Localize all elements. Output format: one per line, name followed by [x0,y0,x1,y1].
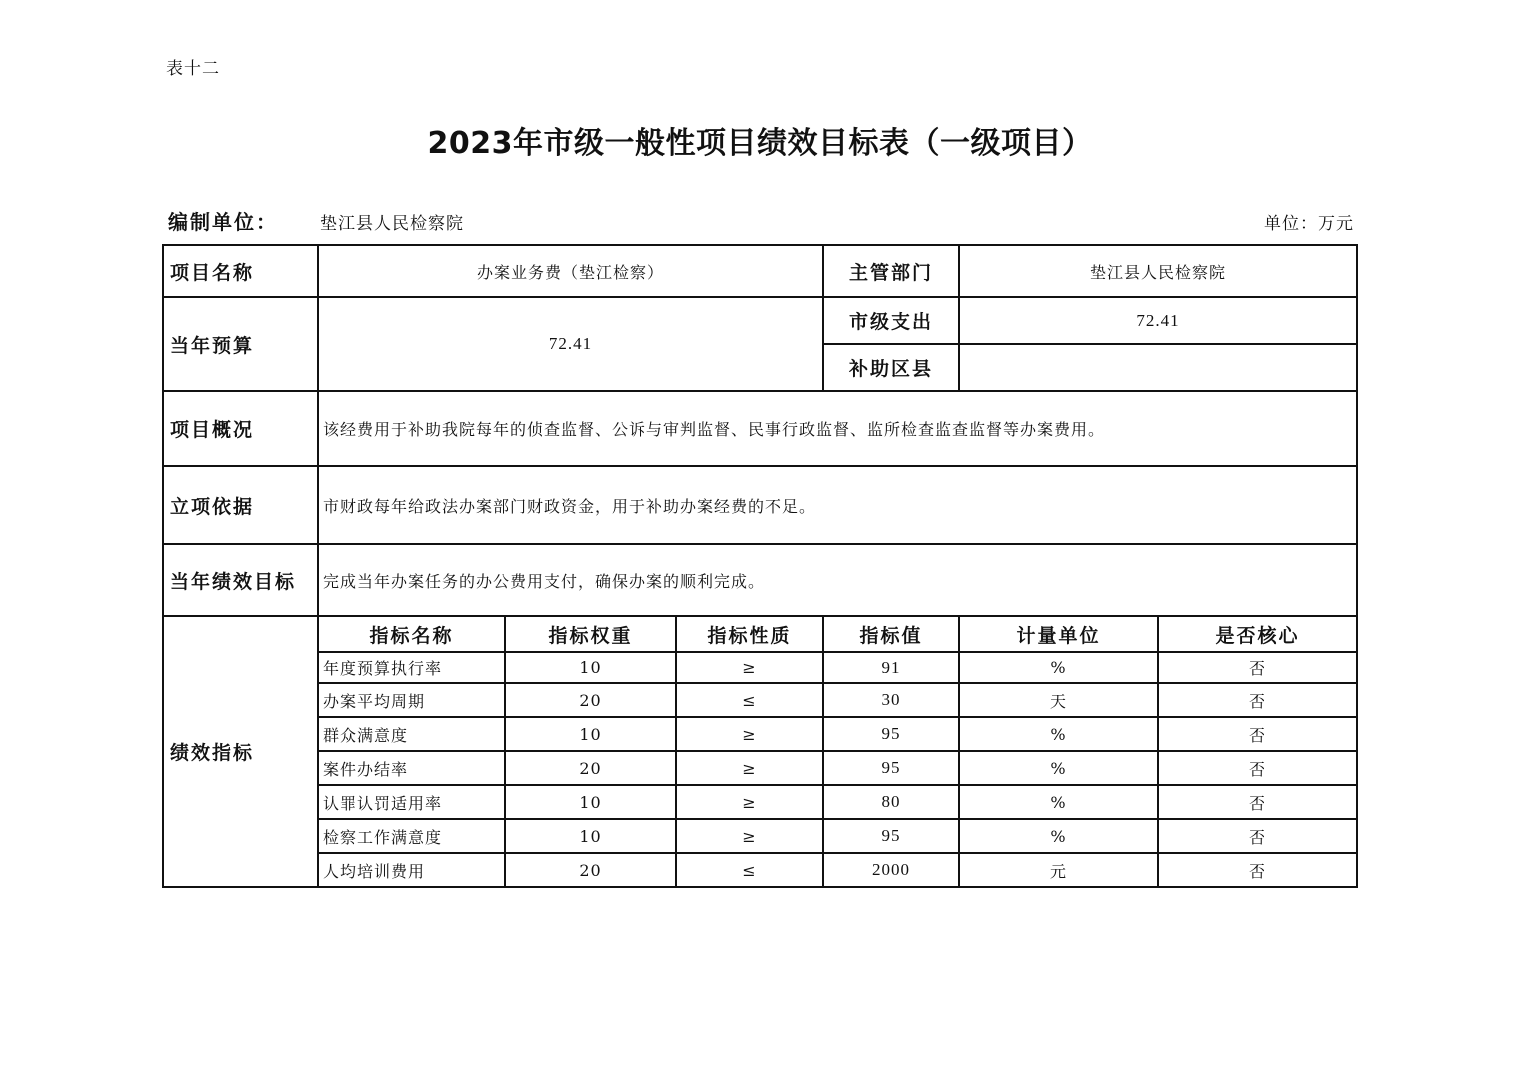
indicator-unit: % [959,751,1158,785]
goal-row [163,544,1357,616]
basis-value: 市财政每年给政法办案部门财政资金，用于补助办案经费的不足。 [318,466,1357,544]
document-title: 2023年市级一般性项目绩效目标表（一级项目） [427,126,1093,161]
indicator-core: 否 [1158,683,1357,717]
indicator-core: 否 [1158,652,1357,683]
indicator-name: 认罪认罚适用率 [318,785,505,819]
indicator-name: 群众满意度 [318,717,505,751]
indicator-unit: 天 [959,683,1158,717]
indicator-nature: ≥ [676,819,823,853]
indicator-value: 80 [823,785,959,819]
indicator-header-row [163,616,1357,652]
indicator-weight: 20 [505,683,676,717]
budget-row [163,297,1357,344]
indicator-value: 30 [823,683,959,717]
indicator-weight: 10 [505,717,676,751]
indicator-name: 年度预算执行率 [318,652,505,683]
indicator-name: 人均培训费用 [318,853,505,887]
column-header: 指标权重 [505,616,676,652]
table-row [163,785,1357,819]
indicator-nature: ≤ [676,853,823,887]
indicator-core: 否 [1158,853,1357,887]
indicator-nature: ≥ [676,751,823,785]
column-header: 计量单位 [959,616,1158,652]
city-spend-label: 市级支出 [823,297,959,344]
indicator-weight: 20 [505,853,676,887]
basis-label: 立项依据 [163,466,318,544]
table-label: 表十二 [166,59,220,79]
overview-label: 项目概况 [163,391,318,466]
indicator-unit: % [959,819,1158,853]
column-header: 是否核心 [1158,616,1357,652]
indicator-value: 95 [823,717,959,751]
project-name-label: 项目名称 [163,245,318,297]
table-row [163,683,1357,717]
indicator-core: 否 [1158,751,1357,785]
table-row [163,717,1357,751]
table-row [163,819,1357,853]
indicator-nature: ≥ [676,717,823,751]
indicator-core: 否 [1158,717,1357,751]
table-row [163,853,1357,887]
compile-unit-value: 垫江县人民检察院 [320,214,464,234]
project-name-value: 办案业务费（垫江检察） [318,245,823,297]
indicator-unit: 元 [959,853,1158,887]
indicator-name: 检察工作满意度 [318,819,505,853]
indicators-section-label: 绩效指标 [163,616,318,887]
goal-value: 完成当年办案任务的办公费用支付，确保办案的顺利完成。 [318,544,1357,616]
goal-label: 当年绩效目标 [163,544,318,616]
county-subsidy-label: 补助区县 [823,344,959,391]
project-name-row [163,245,1357,297]
budget-value: 72.41 [318,297,823,391]
indicator-nature: ≥ [676,785,823,819]
column-header: 指标名称 [318,616,505,652]
indicator-weight: 10 [505,652,676,683]
indicator-name: 案件办结率 [318,751,505,785]
city-spend-value: 72.41 [959,297,1357,344]
indicator-name: 办案平均周期 [318,683,505,717]
indicator-core: 否 [1158,819,1357,853]
indicator-nature: ≥ [676,652,823,683]
table-row [163,652,1357,683]
indicator-core: 否 [1158,785,1357,819]
unit-note: 单位：万元 [1264,214,1354,234]
indicator-value: 91 [823,652,959,683]
dept-label: 主管部门 [823,245,959,297]
overview-value: 该经费用于补助我院每年的侦查监督、公诉与审判监督、民事行政监督、监所检查监查监督等办案费用。 [318,391,1357,466]
indicator-value: 95 [823,751,959,785]
indicator-value: 95 [823,819,959,853]
dept-value: 垫江县人民检察院 [959,245,1357,297]
indicator-weight: 10 [505,819,676,853]
indicator-weight: 10 [505,785,676,819]
indicator-unit: % [959,652,1158,683]
performance-table [162,244,1358,888]
overview-row [163,391,1357,466]
indicator-nature: ≤ [676,683,823,717]
column-header: 指标性质 [676,616,823,652]
basis-row [163,466,1357,544]
budget-label: 当年预算 [163,297,318,391]
indicator-unit: % [959,717,1158,751]
table-row [163,751,1357,785]
indicator-weight: 20 [505,751,676,785]
indicator-value: 2000 [823,853,959,887]
column-header: 指标值 [823,616,959,652]
indicator-unit: % [959,785,1158,819]
compile-unit-label: 编制单位： [168,210,278,234]
county-subsidy-value [959,344,1357,391]
